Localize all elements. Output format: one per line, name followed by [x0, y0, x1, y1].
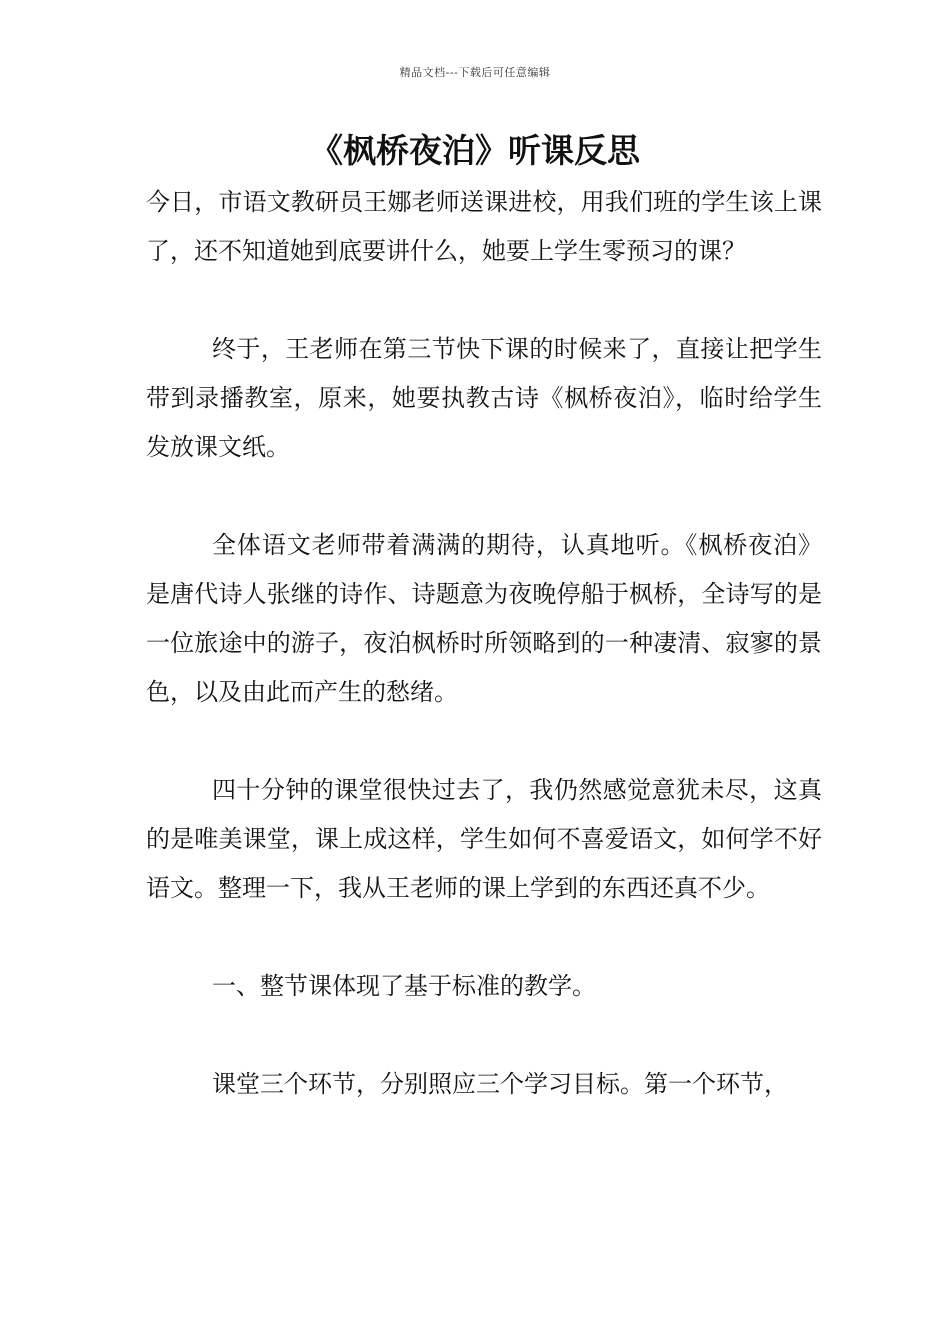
document-body: [146, 178, 822, 1109]
paragraph-intro: 今日，市语文教研员王娜老师送课进校，用我们班的学生该上课了，还不知道她到底要讲什么，她要上学生零预习的课？: [146, 188, 822, 265]
section-heading-one: 一、整节课体现了基于标准的教学。: [212, 972, 596, 1000]
paragraph-classroom-stages: 课堂三个环节，分别照应三个学习目标。第一个环节，: [212, 1070, 788, 1098]
paragraph-poem-background: 全体语文老师带着满满的期待，认真地听。《枫桥夜泊》是唐代诗人张继的诗作、诗题意为夜晚停船于枫桥，全诗写的是一位旅途中的游子，夜泊枫桥时所领略到的一种凄清、寂寥的景色，以及由此而产生的愁绪。: [146, 531, 822, 706]
paragraph-reflection: 四十分钟的课堂很快过去了，我仍然感觉意犹未尽，这真的是唯美课堂，课上成这样，学生如何不喜爱语文，如何学不好语文。整理一下，我从王老师的课上学到的东西还真不少。: [146, 776, 822, 902]
document-title: 《枫桥夜泊》听课反思: [310, 131, 640, 170]
page-header: 精品文档---下载后可任意编辑: [399, 66, 551, 79]
paragraph-arrival: 终于，王老师在第三节快下课的时候来了，直接让把学生带到录播教室，原来，她要执教古诗《枫桥夜泊》，临时给学生发放课文纸。: [146, 335, 822, 461]
